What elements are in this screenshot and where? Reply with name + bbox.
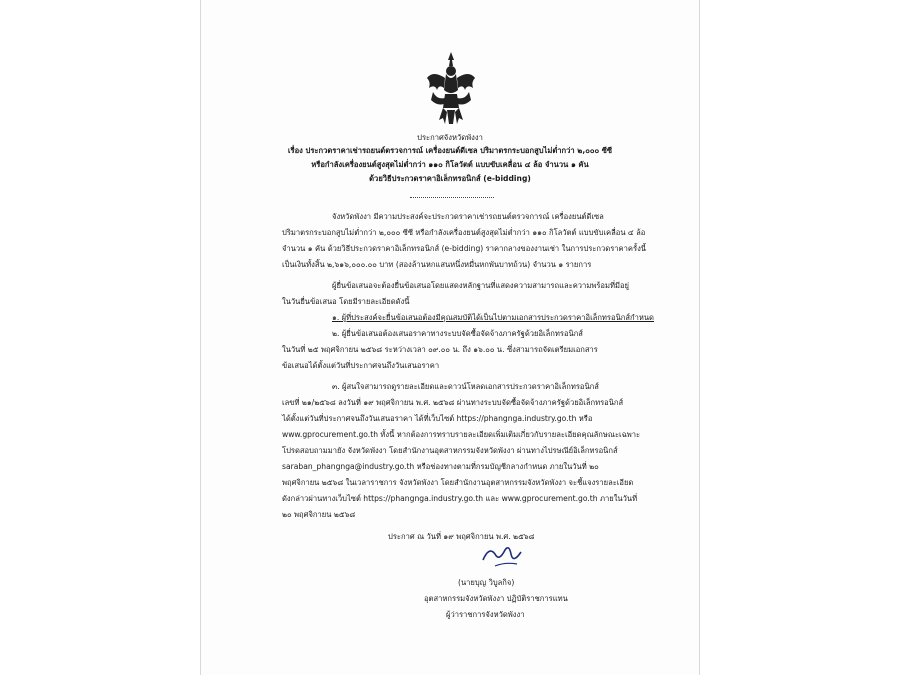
paragraph-line: ผู้ยื่นข้อเสนอจะต้องยื่นข้อเสนอโดยแสดงหลักฐานที่แสดงความสามารถและความพร้อมที่มีอยู่ (332, 281, 630, 290)
list-item-1: ๑. ผู้ที่ประสงค์จะยื่นข้อเสนอต้องมีคุณสมบัติได้เป็นไปตามเอกสารประกวดราคาอิเล็กทรอนิกส์กำหนด (332, 313, 654, 322)
list-item-3-line: โปรดสอบถามมายัง จังหวัดพังงา โดยสำนักงานอุตสาหกรรมจังหวัดพังงา ผ่านทางไปรษณีย์อิเล็กทรอนิกส์ (282, 446, 618, 455)
subject-line-2: หรือกำลังเครื่องยนต์สูงสุดไม่ต่ำกว่า ๑๑๐ กิโลวัตต์ แบบขับเคลื่อน ๔ ล้อ จำนวน ๑ คัน (311, 160, 589, 169)
issuer-title: ประกาศจังหวัดพังงา (417, 133, 483, 142)
page-edge (200, 0, 201, 675)
list-item-3-line: ๓. ผู้สนใจสามารถดูรายละเอียดและดาวน์โหลดเอกสารประกวดราคาอิเล็กทรอนิกส์ (332, 382, 599, 391)
list-item-3-line: saraban_phangnga@industry.go.th หรือช่องทางตามที่กรมบัญชีกลางกำหนด ภายในวันที่ ๒๐ (282, 462, 599, 471)
garuda-emblem (425, 50, 477, 128)
announce-date: ประกาศ ณ วันที่ ๑๙ พฤศจิกายน พ.ศ. ๒๕๖๘ (388, 532, 535, 541)
paragraph-line: เป็นเงินทั้งสิ้น ๒,๖๑๖,๐๐๐.๐๐ บาท (สองล้านหกแสนหนึ่งหมื่นหกพันบาทถ้วน) จำนวน ๑ รายการ (282, 260, 592, 269)
list-item-3-line: ดังกล่าวผ่านทางเว็บไซต์ https://phangnga.industry.go.th และ www.gprocurement.go.th ภายในวันที่ (282, 494, 638, 503)
paragraph-line: จำนวน ๑ คัน ด้วยวิธีประกวดราคาอิเล็กทรอนิกส์ (e-bidding) ราคากลางของงานเช่า ในการประกวดราคาครั้งนี้ (282, 244, 646, 253)
signature (475, 540, 535, 572)
paragraph-line: จังหวัดพังงา มีความประสงค์จะประกวดราคาเช่ารถยนต์ตรวจการณ์ เครื่องยนต์ดีเซล (332, 212, 604, 221)
subject-line-1: เรื่อง ประกวดราคาเช่ารถยนต์ตรวจการณ์ เครื่องยนต์ดีเซล ปริมาตรกระบอกสูบไม่ต่ำกว่า ๒,๐๐๐ ซีซี (287, 146, 613, 155)
document-page (200, 0, 700, 675)
separator-line (410, 197, 494, 198)
list-item-2-line: ข้อเสนอได้ตั้งแต่วันที่ประกาศจนถึงวันเสนอราคา (282, 361, 440, 370)
page-edge (699, 0, 700, 675)
list-item-3-line: พฤศจิกายน ๒๕๖๘ ในเวลาราชการ จังหวัดพังงา โดยสำนักงานอุตสาหกรรมจังหวัดพังงา จะชี้แจงรายละเอียด (282, 478, 634, 487)
signer-title-1: อุตสาหกรรมจังหวัดพังงา ปฏิบัติราชการแทน (424, 594, 568, 603)
list-item-3-line: www.gprocurement.go.th ทั้งนี้ หากต้องการทราบรายละเอียดเพิ่มเติมเกี่ยวกับรายละเอียดคุณลักษณะเฉพาะ (282, 430, 641, 439)
list-item-2-line: ๒. ผู้ยื่นข้อเสนอต้องเสนอราคาทางระบบจัดซื้อจัดจ้างภาครัฐด้วยอิเล็กทรอนิกส์ (332, 329, 583, 338)
list-item-3-line: ๒๐ พฤศจิกายน ๒๕๖๘ (282, 510, 356, 519)
subject-line-3: ด้วยวิธีประกวดราคาอิเล็กทรอนิกส์ (e-bidding) (369, 174, 531, 183)
signer-name: (นายบุญ วิบูลกิจ) (458, 578, 515, 587)
list-item-2-line: ในวันที่ ๒๕ พฤศจิกายน ๒๕๖๘ ระหว่างเวลา ๐๙.๐๐ น. ถึง ๑๖.๐๐ น. ซึ่งสามารถจัดเตรียมเอกสาร (282, 345, 598, 354)
signer-title-2: ผู้ว่าราชการจังหวัดพังงา (446, 610, 525, 619)
list-item-3-line: ได้ตั้งแต่วันที่ประกาศจนถึงวันเสนอราคา ได้ที่เว็บไซต์ https://phangnga.industry.go.th หรือ (282, 414, 593, 423)
paragraph-line: ปริมาตรกระบอกสูบไม่ต่ำกว่า ๒,๐๐๐ ซีซี หรือกำลังเครื่องยนต์สูงสุดไม่ต่ำกว่า ๑๑๐ กิโลวัตต์ แบบขับเคลื่อน ๔ ล้อ (282, 228, 646, 237)
list-item-3-line: เลขที่ ๒๑/๒๕๖๘ ลงวันที่ ๑๙ พฤศจิกายน พ.ศ. ๒๕๖๘ ผ่านทางระบบจัดซื้อจัดจ้างภาครัฐด้วยอิเล็กทรอนิกส์ (282, 398, 624, 407)
paragraph-line: ในวันยื่นข้อเสนอ โดยมีรายละเอียดดังนี้ (282, 297, 410, 306)
